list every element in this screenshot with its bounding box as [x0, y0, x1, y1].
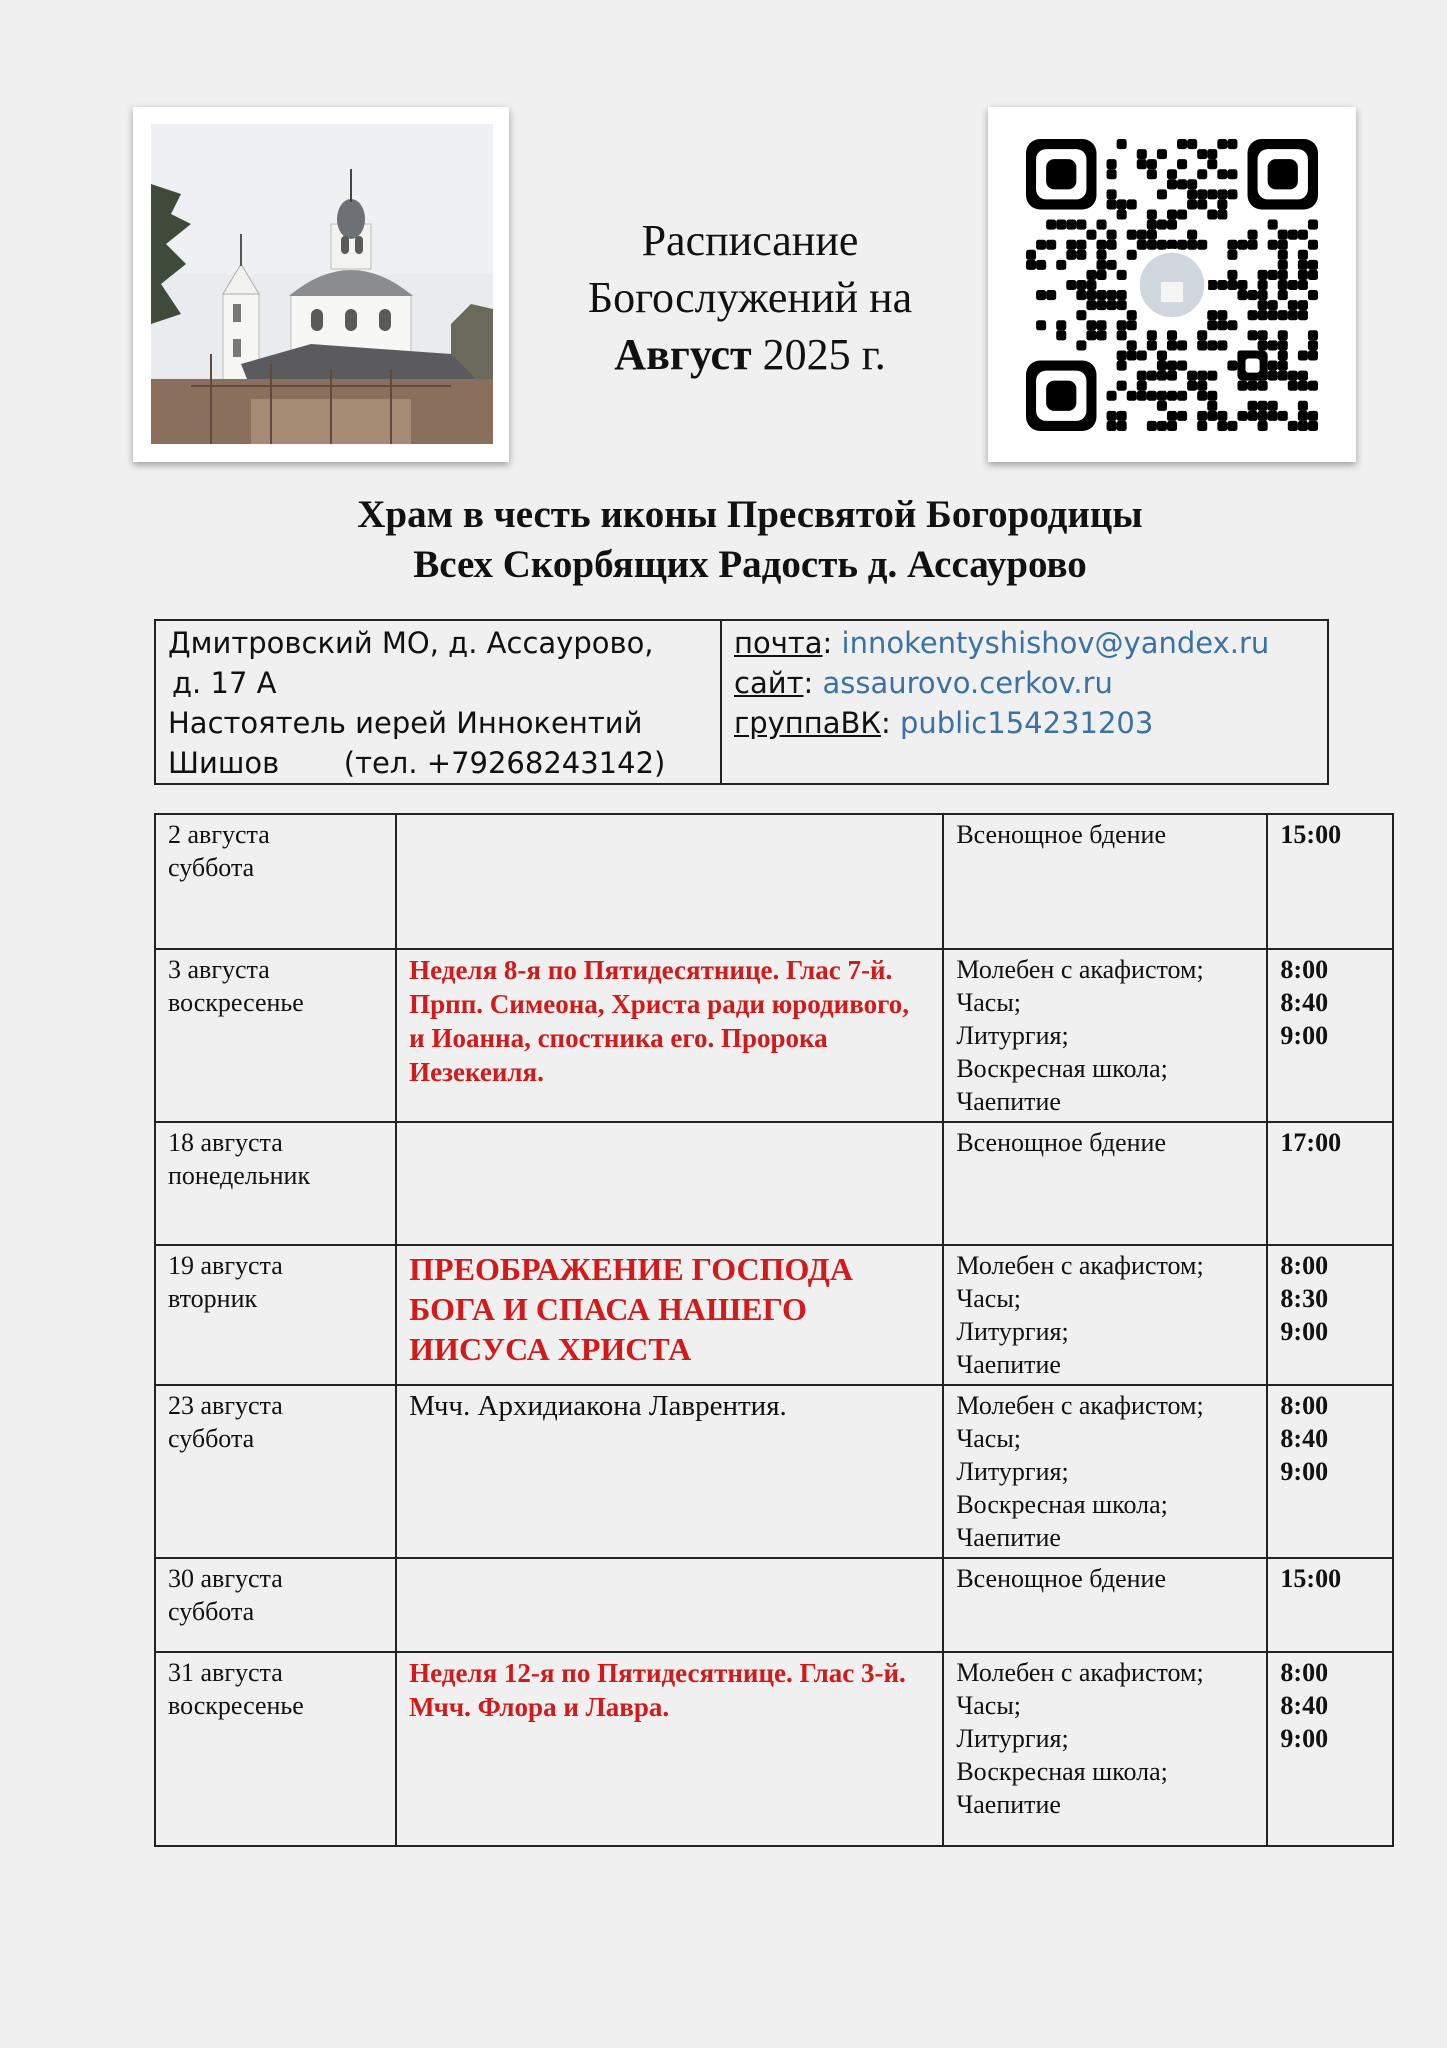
email-link[interactable]: innokentyshishov@yandex.ru: [841, 626, 1270, 660]
date-cell: [155, 1558, 396, 1652]
time-item: 9:00: [1280, 1457, 1329, 1486]
service-item: Чаепитие: [956, 1790, 1061, 1819]
feast-cell: [396, 814, 943, 949]
schedule-row: [155, 1558, 1393, 1652]
qr-code-frame: [988, 107, 1356, 462]
schedule-row: [155, 1652, 1393, 1846]
time-item: 8:00: [1280, 1251, 1329, 1280]
date-text: 31 августа: [168, 1658, 283, 1687]
schedule-row: [155, 1385, 1393, 1558]
service-item: Всенощное бдение: [956, 1128, 1167, 1157]
service-item: Воскресная школа;: [956, 1757, 1168, 1786]
weekday-text: воскресенье: [168, 988, 304, 1017]
service-item: Чаепитие: [956, 1523, 1061, 1552]
feast-cell: [396, 1122, 943, 1245]
address-cell: [155, 620, 721, 784]
feast-cell: [396, 1385, 943, 1558]
service-item: Литургия;: [956, 1021, 1069, 1050]
date-cell: [155, 949, 396, 1122]
service-item: Чаепитие: [956, 1087, 1061, 1116]
date-cell: [155, 814, 396, 949]
service-item: Всенощное бдение: [956, 820, 1167, 849]
schedule-row: [155, 814, 1393, 949]
service-cell: [943, 814, 1267, 949]
service-item: Воскресная школа;: [956, 1054, 1168, 1083]
date-text: 30 августа: [168, 1564, 283, 1593]
rector-line-2: Шишов (тел. +79268243142): [168, 746, 666, 780]
service-item: Воскресная школа;: [956, 1490, 1168, 1519]
schedule-row: [155, 1245, 1393, 1385]
title-year: 2025 г.: [762, 330, 886, 379]
service-item: Литургия;: [956, 1317, 1069, 1346]
contact-info-table: [154, 619, 1329, 785]
service-cell: [943, 1652, 1267, 1846]
date-cell: [155, 1122, 396, 1245]
church-name: [160, 490, 1340, 590]
feast-cell: [396, 949, 943, 1122]
weekday-text: воскресенье: [168, 1691, 304, 1720]
date-text: 23 августа: [168, 1391, 283, 1420]
feast-cell: [396, 1652, 943, 1846]
date-cell: [155, 1245, 396, 1385]
schedule-table: [154, 813, 1394, 1847]
time-cell: [1267, 1385, 1393, 1558]
weekday-text: суббота: [168, 1424, 255, 1453]
time-item: 8:40: [1280, 1424, 1329, 1453]
rector-line-1: Настоятель иерей Иннокентий: [168, 706, 643, 740]
schedule-title: [520, 212, 980, 383]
vk-link[interactable]: public154231203: [899, 706, 1154, 740]
time-item: 9:00: [1280, 1317, 1329, 1346]
weekday-text: понедельник: [168, 1161, 311, 1190]
service-item: Часы;: [956, 1691, 1022, 1720]
weekday-text: суббота: [168, 1597, 255, 1626]
service-item: Часы;: [956, 1284, 1022, 1313]
title-line-2: Богослужений на: [587, 273, 913, 322]
church-name-line-2: Всех Скорбящих Радость д. Ассаурово: [413, 543, 1087, 586]
site-label: сайт: [734, 666, 804, 700]
site-row: сайт: assaurovo.cerkov.ru: [734, 666, 1113, 700]
service-item: Молебен с акафистом;: [956, 955, 1204, 984]
time-cell: [1267, 1122, 1393, 1245]
time-item: 8:30: [1280, 1284, 1329, 1313]
feast-text: ПРЕОБРАЖЕНИЕ ГОСПОДА БОГА И СПАСА НАШЕГО ИИСУСА ХРИСТА: [409, 1251, 853, 1367]
qr-code: [1026, 139, 1318, 431]
feast-text: Мчч. Архидиакона Лаврентия.: [409, 1390, 787, 1422]
time-cell: [1267, 1558, 1393, 1652]
time-item: 15:00: [1280, 1564, 1342, 1593]
feast-text: Неделя 12-я по Пятидесятнице. Глас 3-й. Мчч. Флора и Лавра.: [409, 1658, 906, 1722]
time-item: 17:00: [1280, 1128, 1342, 1157]
church-name-line-1: Храм в честь иконы Пресвятой Богородицы: [357, 493, 1143, 536]
church-photo-frame: [133, 107, 509, 462]
service-item: Часы;: [956, 988, 1022, 1017]
date-text: 3 августа: [168, 955, 270, 984]
weekday-text: суббота: [168, 853, 255, 882]
time-item: 8:00: [1280, 1658, 1329, 1687]
date-text: 18 августа: [168, 1128, 283, 1157]
service-item: Молебен с акафистом;: [956, 1251, 1204, 1280]
title-line-3: [520, 326, 980, 383]
service-item: Часы;: [956, 1424, 1022, 1453]
address-line-1: Дмитровский МО, д. Ассаурово,: [168, 626, 654, 660]
service-item: Молебен с акафистом;: [956, 1658, 1204, 1687]
feast-cell: [396, 1245, 943, 1385]
site-link[interactable]: assaurovo.cerkov.ru: [822, 666, 1113, 700]
service-item: Всенощное бдение: [956, 1564, 1167, 1593]
church-photo: [151, 124, 493, 444]
service-cell: [943, 1122, 1267, 1245]
time-item: 15:00: [1280, 820, 1342, 849]
date-cell: [155, 1652, 396, 1846]
time-item: 8:40: [1280, 1691, 1329, 1720]
service-cell: [943, 1558, 1267, 1652]
service-item: Литургия;: [956, 1457, 1069, 1486]
email-row: почта: innokentyshishov@yandex.ru: [734, 626, 1270, 660]
service-item: Молебен с акафистом;: [956, 1391, 1204, 1420]
service-item: Чаепитие: [956, 1350, 1061, 1379]
service-cell: [943, 1245, 1267, 1385]
feast-cell: [396, 1558, 943, 1652]
feast-text: Неделя 8-я по Пятидесятнице. Глас 7-й. Прпп. Симеона, Христа ради юродивого, и Иоанна, спостника его. Пророка Иезекеиля.: [409, 955, 909, 1087]
time-item: 9:00: [1280, 1021, 1329, 1050]
title-line-1: Расписание: [641, 216, 859, 265]
time-item: 8:00: [1280, 955, 1329, 984]
service-item: Литургия;: [956, 1724, 1069, 1753]
schedule-row: [155, 949, 1393, 1122]
vk-row: группаВК: public154231203: [734, 706, 1154, 740]
service-cell: [943, 1385, 1267, 1558]
time-cell: [1267, 1652, 1393, 1846]
time-cell: [1267, 1245, 1393, 1385]
service-cell: [943, 949, 1267, 1122]
date-cell: [155, 1385, 396, 1558]
links-cell: [721, 620, 1328, 784]
date-text: 2 августа: [168, 820, 270, 849]
date-text: 19 августа: [168, 1251, 283, 1280]
time-item: 8:40: [1280, 988, 1329, 1017]
weekday-text: вторник: [168, 1284, 258, 1313]
vk-label: группаВК: [734, 706, 881, 740]
time-cell: [1267, 949, 1393, 1122]
time-cell: [1267, 814, 1393, 949]
email-label: почта: [734, 626, 823, 660]
time-item: 8:00: [1280, 1391, 1329, 1420]
schedule-row: [155, 1122, 1393, 1245]
address-line-2: д. 17 А: [172, 666, 277, 700]
time-item: 9:00: [1280, 1724, 1329, 1753]
title-month: Август: [614, 330, 752, 379]
